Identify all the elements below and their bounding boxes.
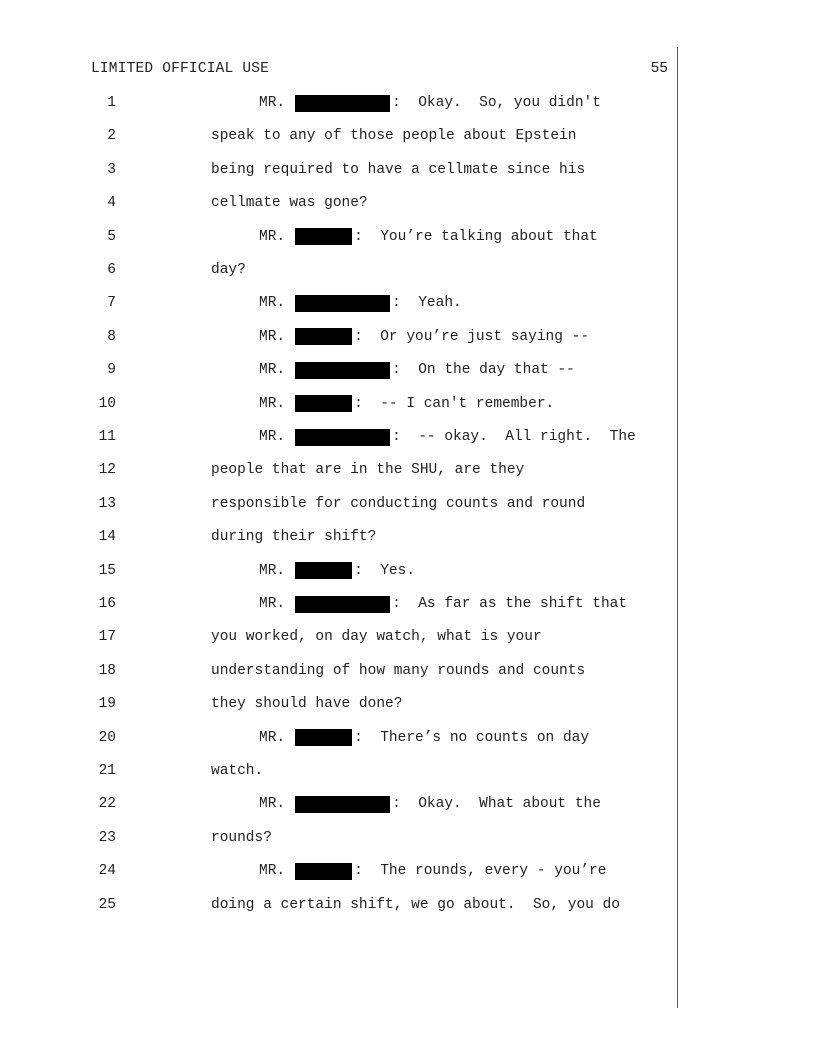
continuation-text: you worked, on day watch, what is your: [211, 629, 542, 646]
speaker-line: [259, 226, 598, 248]
line-number: 12: [98, 462, 116, 479]
speaker-line: [259, 593, 627, 615]
line-number: 1: [107, 95, 116, 111]
transcript-line: [0, 626, 700, 648]
line-number: 16: [98, 596, 116, 612]
speaker-text: : Okay. What about the: [392, 796, 601, 813]
speaker-line: [259, 560, 415, 582]
continuation-text: they should have done?: [211, 696, 403, 713]
speaker-prefix: MR.: [259, 95, 286, 111]
speaker-line: [259, 727, 589, 749]
speaker-line: [259, 393, 554, 415]
transcript-line: [0, 125, 700, 147]
transcript-line: [0, 326, 700, 348]
line-number: 9: [107, 362, 116, 379]
continuation-text: rounds?: [211, 829, 272, 846]
speaker-prefix: MR.: [259, 228, 286, 245]
speaker-text: : -- okay. All right. The: [392, 429, 636, 445]
continuation-text: doing a certain shift, we go about. So, you do: [211, 896, 620, 913]
speaker-prefix: MR.: [259, 295, 286, 312]
speaker-text: : Yeah.: [392, 295, 462, 312]
speaker-prefix: MR.: [259, 328, 286, 345]
line-number: 3: [107, 161, 116, 178]
speaker-text: : You’re talking about that: [354, 228, 598, 245]
line-number: 2: [107, 128, 116, 145]
speaker-prefix: MR.: [259, 362, 286, 379]
speaker-text: : Or you’re just saying --: [354, 328, 590, 345]
continuation-text: being required to have a cellmate since his: [211, 161, 586, 178]
transcript-line: [0, 793, 700, 815]
redaction-box: [295, 95, 390, 112]
redaction-box: [295, 328, 352, 345]
speaker-line: [259, 292, 462, 314]
line-number: 18: [98, 662, 116, 679]
transcript-line: [0, 226, 700, 248]
line-number: 13: [98, 495, 116, 512]
transcript-line: [0, 192, 700, 214]
page-number: 55: [650, 61, 668, 77]
speaker-prefix: MR.: [259, 395, 286, 412]
line-number: 6: [107, 262, 116, 278]
line-number: 24: [98, 863, 116, 880]
line-number: 7: [107, 295, 116, 312]
transcript-line: [0, 727, 700, 749]
redaction-box: [295, 596, 390, 613]
line-number: 22: [98, 796, 116, 813]
transcript-line: [0, 92, 700, 114]
speaker-line: [259, 326, 589, 348]
speaker-line: [259, 426, 636, 448]
speaker-text: : On the day that --: [392, 362, 575, 379]
continuation-text: during their shift?: [211, 529, 377, 546]
transcript-line: [0, 459, 700, 481]
speaker-text: : Yes.: [354, 562, 416, 579]
redaction-box: [295, 729, 352, 746]
line-number: 14: [98, 529, 116, 546]
transcript-line: [0, 526, 700, 548]
line-number: 8: [107, 328, 116, 345]
transcript-line: [0, 860, 700, 882]
line-number: 5: [107, 228, 116, 245]
continuation-text: cellmate was gone?: [211, 195, 368, 212]
line-number: 19: [98, 696, 116, 713]
speaker-text: : Okay. So, you didn't: [392, 95, 601, 111]
line-number: 11: [98, 429, 116, 445]
line-number: 4: [107, 195, 116, 212]
transcript-line: [0, 660, 700, 682]
transcript-line: [0, 693, 700, 715]
transcript-line: [0, 393, 700, 415]
transcript-line: [0, 259, 700, 281]
continuation-text: understanding of how many rounds and counts: [211, 662, 586, 679]
transcript-line: [0, 560, 700, 582]
redaction-box: [295, 562, 352, 579]
continuation-text: day?: [211, 262, 246, 278]
speaker-text: : As far as the shift that: [392, 596, 628, 612]
continuation-text: responsible for conducting counts and round: [211, 495, 586, 512]
line-number: 15: [98, 562, 116, 579]
transcript-line: [0, 359, 700, 381]
speaker-prefix: MR.: [259, 729, 286, 746]
redaction-box: [295, 796, 390, 813]
line-number: 17: [98, 629, 116, 646]
continuation-text: speak to any of those people about Epstein: [211, 128, 577, 145]
redaction-box: [295, 295, 390, 312]
speaker-line: [259, 793, 601, 815]
speaker-text: : There’s no counts on day: [354, 729, 590, 746]
line-number: 20: [98, 729, 116, 746]
transcript-line: [0, 760, 700, 782]
classification-header: LIMITED OFFICIAL USE: [91, 61, 270, 77]
transcript-line: [0, 426, 700, 448]
speaker-prefix: MR.: [259, 429, 286, 445]
continuation-text: watch.: [211, 763, 264, 779]
transcript-line: [0, 593, 700, 615]
redaction-box: [295, 362, 390, 379]
speaker-prefix: MR.: [259, 863, 286, 880]
line-number: 23: [98, 829, 116, 846]
transcript-line: [0, 493, 700, 515]
redaction-box: [295, 429, 390, 446]
speaker-prefix: MR.: [259, 562, 286, 579]
transcript-line: [0, 292, 700, 314]
speaker-text: : -- I can't remember.: [354, 395, 555, 412]
transcript-line: [0, 159, 700, 181]
line-number: 10: [98, 395, 116, 412]
speaker-line: [259, 359, 575, 381]
line-number: 25: [98, 896, 116, 913]
speaker-line: [259, 92, 601, 114]
speaker-prefix: MR.: [259, 796, 286, 813]
transcript-line: [0, 827, 700, 849]
speaker-prefix: MR.: [259, 596, 286, 612]
speaker-line: [259, 860, 606, 882]
redaction-box: [295, 228, 352, 245]
line-number: 21: [98, 763, 116, 779]
transcript-line: [0, 894, 700, 916]
redaction-box: [295, 863, 352, 880]
redaction-box: [295, 395, 352, 412]
speaker-text: : The rounds, every - you’re: [354, 863, 607, 880]
continuation-text: people that are in the SHU, are they: [211, 462, 525, 479]
